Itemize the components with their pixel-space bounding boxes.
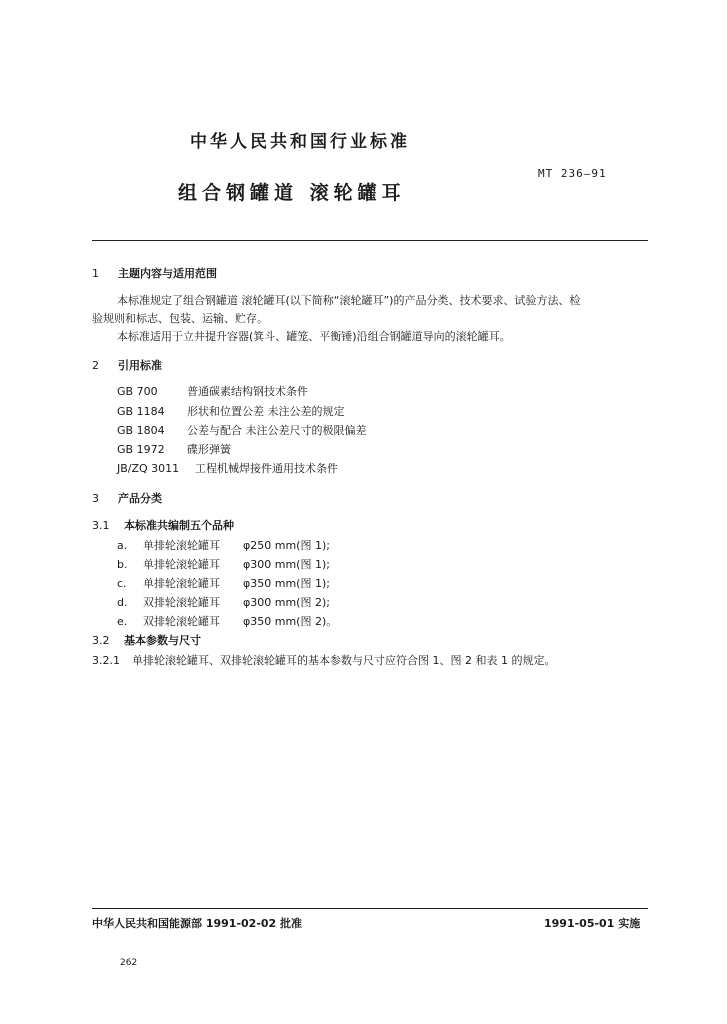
reference-title: 碟形弹簧 — [187, 443, 231, 456]
product-item — [117, 613, 337, 629]
subsection-3-1-heading — [92, 517, 234, 533]
effective-date: 1991-05-01 实施 — [544, 917, 641, 930]
section-title: 主题内容与适用范围 — [118, 267, 217, 280]
item-spec: φ350 mm(图 1); — [243, 577, 330, 590]
reference-title: 普通碳素结构钢技术条件 — [187, 385, 308, 398]
section-1-para1-line2: 验规则和标志、包装、运输、贮存。 — [92, 312, 268, 325]
reference-code: GB 1184 — [117, 405, 165, 418]
section-3-heading — [92, 490, 162, 506]
page-number: 262 — [120, 958, 138, 968]
item-letter: e. — [117, 615, 128, 628]
reference-item — [117, 383, 308, 399]
document-title: 组合钢罐道 滚轮罐耳 — [178, 182, 406, 204]
standard-authority: 中华人民共和国行业标准 — [190, 132, 410, 152]
subsection-3-2-heading — [92, 632, 201, 648]
subsection-number: 3.1 — [92, 519, 110, 532]
reference-item — [117, 403, 345, 419]
item-spec: φ300 mm(图 1); — [243, 558, 330, 571]
product-item — [117, 575, 330, 591]
subsection-text: 单排轮滚轮罐耳、双排轮滚轮罐耳的基本参数与尺寸应符合图 1、图 2 和表 1 的规定。 — [132, 654, 556, 667]
section-number: 2 — [92, 359, 99, 372]
subsection-title: 本标准共编制五个品种 — [124, 519, 234, 532]
reference-title: 公差与配合 未注公差尺寸的极限偏差 — [187, 424, 367, 437]
reference-code: GB 1972 — [117, 443, 165, 456]
subsection-title: 基本参数与尺寸 — [124, 634, 201, 647]
product-item — [117, 556, 330, 572]
item-spec: φ300 mm(图 2); — [243, 596, 330, 609]
subsection-3-2-1 — [92, 652, 555, 668]
approval-line: 中华人民共和国能源部 1991-02-02 批准 — [92, 917, 303, 930]
item-name: 双排轮滚轮罐耳 — [143, 596, 220, 609]
item-letter: a. — [117, 539, 128, 552]
item-spec: φ250 mm(图 1); — [243, 539, 330, 552]
footer-divider — [92, 908, 648, 909]
header-divider — [92, 240, 648, 241]
section-1-para2: 本标准适用于立井提升容器(箕斗、罐笼、平衡锤)沿组合钢罐道导向的滚轮罐耳。 — [117, 330, 511, 343]
item-letter: d. — [117, 596, 128, 609]
section-1-para1-line1: 本标准规定了组合钢罐道 滚轮罐耳(以下简称“滚轮罐耳”)的产品分类、技术要求、试验方法、检 — [117, 294, 581, 307]
section-number: 1 — [92, 267, 99, 280]
subsection-number: 3.2 — [92, 634, 110, 647]
reference-item — [117, 422, 367, 438]
reference-code: GB 700 — [117, 385, 158, 398]
reference-item — [117, 460, 338, 476]
product-item — [117, 537, 330, 553]
section-number: 3 — [92, 492, 99, 505]
standard-code: MT 236—91 — [538, 167, 607, 180]
reference-code: JB/ZQ 3011 — [117, 462, 180, 475]
reference-title: 工程机械焊接件通用技术条件 — [195, 462, 338, 475]
item-letter: b. — [117, 558, 128, 571]
item-spec: φ350 mm(图 2)。 — [243, 615, 338, 628]
reference-item — [117, 441, 231, 457]
reference-code: GB 1804 — [117, 424, 165, 437]
item-name: 单排轮滚轮罐耳 — [143, 577, 220, 590]
item-letter: c. — [117, 577, 127, 590]
reference-title: 形状和位置公差 未注公差的规定 — [187, 405, 345, 418]
item-name: 单排轮滚轮罐耳 — [143, 539, 220, 552]
product-item — [117, 594, 330, 610]
item-name: 双排轮滚轮罐耳 — [143, 615, 220, 628]
section-title: 引用标准 — [118, 359, 162, 372]
section-1-heading — [92, 265, 217, 281]
section-title: 产品分类 — [118, 492, 162, 505]
subsection-number: 3.2.1 — [92, 654, 120, 667]
item-name: 单排轮滚轮罐耳 — [143, 558, 220, 571]
section-2-heading — [92, 357, 162, 373]
